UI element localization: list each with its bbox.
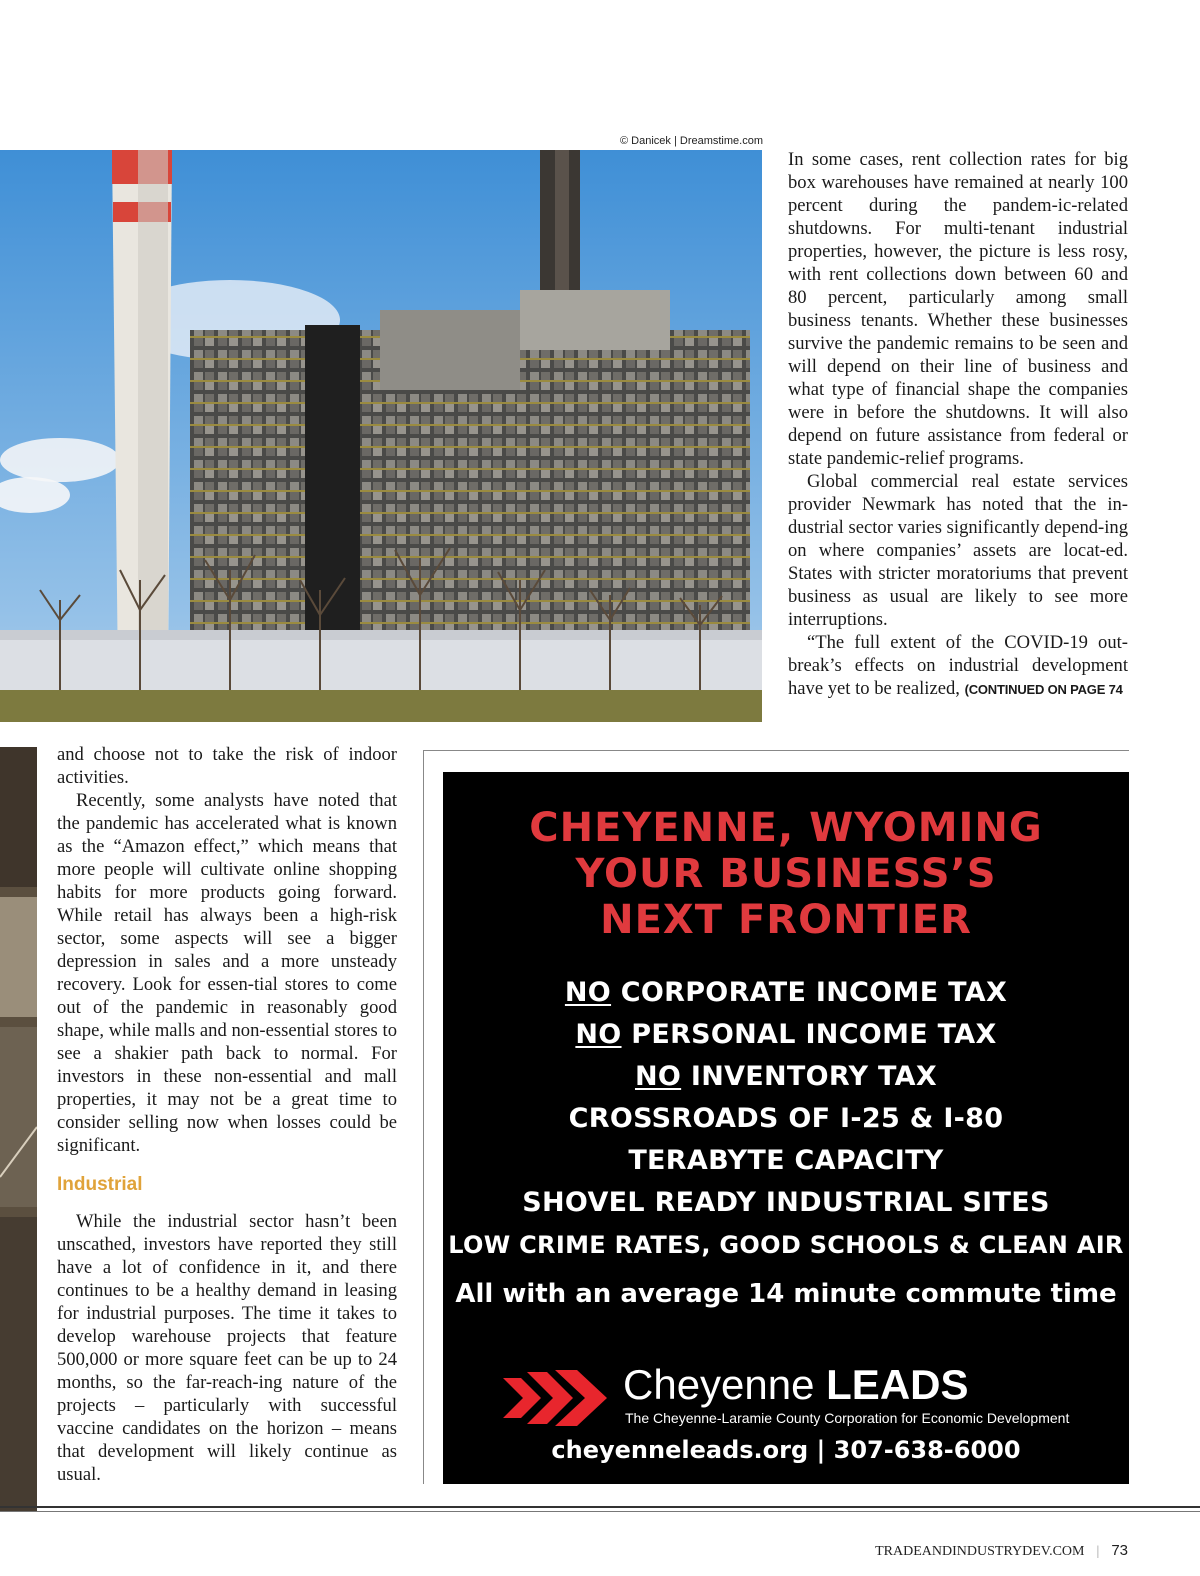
ad-contact-line: cheyenneleads.org | 307-638-6000 [551, 1436, 1021, 1464]
ad-feature [443, 972, 1129, 1014]
right-article-column [788, 148, 1128, 701]
footer-separator: | [1096, 1544, 1100, 1559]
ad-feature [443, 1014, 1129, 1056]
article-paragraph [788, 631, 1128, 701]
cheyenne-leads-logo [503, 1362, 1093, 1432]
article-text: “The full extent of the COVID-19 out-break’s effects on industrial development have yet to be realized, [788, 632, 1128, 699]
logo-name-bold: LEADS [826, 1361, 969, 1408]
ad-feature: TERABYTE CAPACITY [628, 1145, 944, 1176]
left-article-column [57, 743, 397, 1486]
ad-feature: CROSSROADS OF I-25 & I-80 [568, 1103, 1004, 1134]
chevron-arrows-icon [503, 1370, 613, 1426]
article-paragraph: Recently, some analysts have noted that the pandemic has accelerated what is known as the “Amazon effect,” which means that more people will cultivate online shopping habits for more products going forward. While retail has always been a high-risk sector, some aspects will see a bigger depression in sales and a more unsteady recovery. Look for essen-tial stores to come out of the pandemic in reasonably good shape, while malls and non-essential stores to see a shakier path back to normal. For investors in these non-essential and mall properties, it may not be a great time to consider selling now when losses could be significant. [57, 790, 397, 1156]
footer-rule [0, 1511, 1200, 1512]
continued-note: (CONTINUED ON PAGE 74 [964, 682, 1123, 697]
ad-feature-text: CORPORATE INCOME TAX [620, 977, 1008, 1008]
power-plant-illustration [0, 150, 762, 722]
cheyenne-leads-advertisement [443, 772, 1129, 1484]
footer-rule [0, 1506, 1200, 1508]
logo-name-light: Cheyenne [623, 1361, 815, 1408]
logo-wordmark [623, 1362, 969, 1408]
article-paragraph: In some cases, rent collection rates for big box warehouses have remained at nearly 100 percent during the pandem-ic-related shutdowns. For multi-tenant industrial properties, however, the picture is less rosy, with rent collections down between 60 and 80 percent, particularly among small business tenants. Whether these businesses survive the pandemic remains to be seen and will depend on their line of business and what type of financial shape the companies were in before the shutdowns. It will also depend on future assistance from federal or state pandemic-relief programs. [788, 149, 1128, 469]
page-number: 73 [1111, 1542, 1128, 1559]
no-word: NO [575, 1019, 622, 1050]
ad-headline-line: CHEYENNE, WYOMING [529, 805, 1043, 851]
ad-feature-list [443, 972, 1129, 1312]
article-paragraph: Global commercial real estate services provider Newmark has noted that the in-dustrial sector varies significantly depend-ing on where companies’ assets are locat-ed. States with stricter moratoriums that prevent business as usual are likely to see more interruptions. [788, 471, 1128, 630]
photo-credit: © Danicek | Dreamstime.com [620, 135, 763, 147]
ad-feature [443, 1056, 1129, 1098]
logo-subtitle: The Cheyenne-Laramie County Corporation for Economic Development [625, 1410, 1070, 1426]
no-word: NO [564, 977, 612, 1008]
ad-feature: SHOVEL READY INDUSTRIAL SITES [522, 1187, 1050, 1218]
industrial-plant-photo [0, 150, 762, 722]
footer-site: TRADEANDINDUSTRYDEV.COM [875, 1544, 1085, 1559]
ad-feature-text: INVENTORY TAX [690, 1061, 937, 1092]
page-footer [875, 1542, 1128, 1560]
cropped-photo-illustration [0, 747, 37, 1512]
cropped-photo-strip [0, 747, 37, 1512]
ad-headline-line: NEXT FRONTIER [600, 897, 972, 943]
ad-feature-text: PERSONAL INCOME TAX [631, 1019, 997, 1050]
ad-headline-line: YOUR BUSINESS’S [575, 851, 997, 897]
ad-commute-line: All with an average 14 minute commute time [455, 1279, 1117, 1309]
ad-headline [443, 805, 1129, 943]
article-paragraph: While the industrial sector hasn’t been unscathed, investors have reported they still have a lot of confidence in it, and there continues to be a healthy demand in leasing for industrial purposes. The time it takes to develop warehouse projects that feature 500,000 or more square feet can be up to 24 months, so the far-reach-ing nature of the projects – particularly with successful vaccine candidates on the horizon – means that development will likely continue as usual. [57, 1211, 397, 1485]
no-word: NO [634, 1061, 682, 1092]
section-heading: Industrial [57, 1174, 143, 1195]
article-paragraph: and choose not to take the risk of indoor activities. [57, 744, 397, 788]
ad-feature: LOW CRIME RATES, GOOD SCHOOLS & CLEAN AIR [448, 1231, 1124, 1259]
